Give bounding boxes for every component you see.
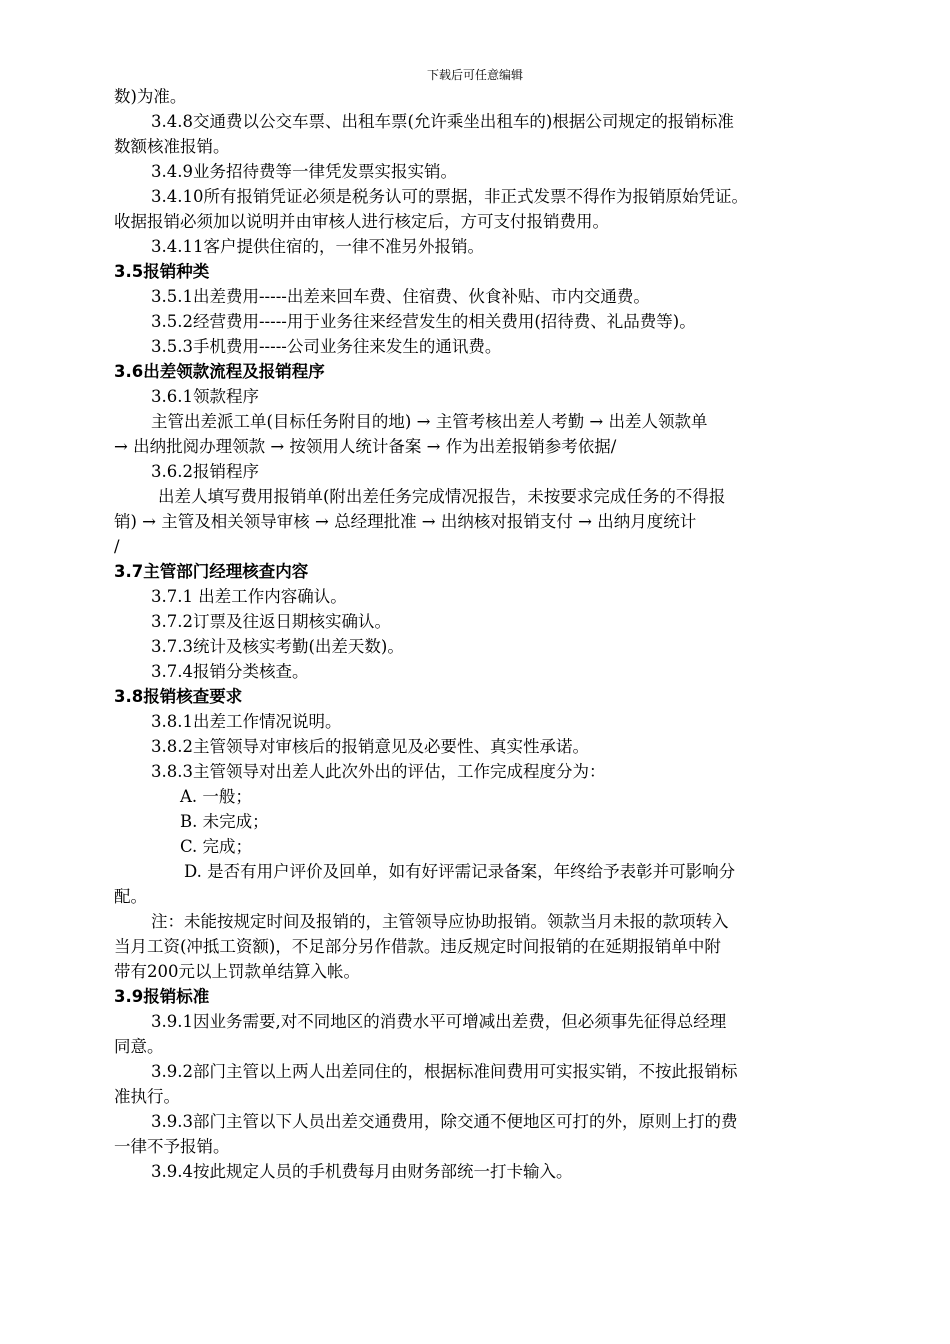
section-heading: 3.8报销核查要求 [114, 687, 243, 706]
text-line: 3.5.2经营费用-----用于业务往来经营发生的相关费用(招待费、礼品费等)。 [151, 312, 696, 331]
text-line: 3.6.1领款程序 [151, 387, 259, 406]
text-line: 收据报销必须加以说明并由审核人进行核定后，方可支付报销费用。 [114, 212, 609, 231]
text-line: 3.6.2报销程序 [151, 462, 259, 481]
text-line: 准执行。 [114, 1087, 180, 1106]
page-header: 下载后可任意编辑 [426, 68, 523, 82]
text-line: 3.4.11客户提供住宿的，一律不准另外报销。 [151, 237, 484, 256]
text-line: 3.7.2订票及往返日期核实确认。 [151, 612, 391, 631]
text-line: → 出纳批阅办理领款 → 按领用人统计备案 → 作为出差报销参考依据/ [114, 437, 617, 456]
text-line: 3.4.9业务招待费等一律凭发票实报实销。 [151, 162, 457, 181]
text-line: 配。 [114, 887, 147, 906]
text-line: 数)为准。 [114, 87, 187, 106]
text-line: 3.9.2部门主管以上两人出差同住的，根据标准间费用可实报实销，不按此报销标 [151, 1062, 738, 1081]
section-heading: 3.9报销标准 [114, 987, 210, 1006]
text-line: 3.8.1出差工作情况说明。 [151, 712, 342, 731]
text-line: 出差人填写费用报销单(附出差任务完成情况报告，未按要求完成任务的不得报 [158, 487, 726, 506]
text-line: 当月工资(冲抵工资额)，不足部分另作借款。违反规定时间报销的在延期报销单中附 [114, 937, 721, 956]
section-heading: 3.5报销种类 [114, 262, 210, 281]
text-line: 3.7.4报销分类核查。 [151, 662, 309, 681]
text-line: / [114, 537, 120, 556]
text-line: 3.8.2主管领导对审核后的报销意见及必要性、真实性承诺。 [151, 737, 589, 756]
text-line: A. 一般； [180, 787, 252, 806]
section-heading: 3.6出差领款流程及报销程序 [114, 362, 325, 381]
text-line: D. 是否有用户评价及回单，如有好评需记录备案，年终给予表彰并可影响分 [184, 862, 736, 881]
text-line: 3.9.4按此规定人员的手机费每月由财务部统一打卡输入。 [151, 1162, 573, 1181]
text-line: 销) → 主管及相关领导审核 → 总经理批准 → 出纳核对报销支付 → 出纳月度统计 [114, 512, 697, 531]
text-line: 主管出差派工单(目标任务附目的地) → 主管考核出差人考勤 → 出差人领款单 [151, 412, 708, 431]
text-line: 3.4.8交通费以公交车票、出租车票(允许乘坐出租车的)根据公司规定的报销标准 [151, 112, 734, 131]
text-line: 3.9.1因业务需要,对不同地区的消费水平可增减出差费，但必须事先征得总经理 [151, 1012, 727, 1031]
text-line: 3.7.1 出差工作内容确认。 [151, 587, 347, 606]
text-line: 数额核准报销。 [114, 137, 230, 156]
text-line: 3.5.3手机费用-----公司业务往来发生的通讯费。 [151, 337, 502, 356]
text-line: 同意。 [114, 1037, 164, 1056]
text-line: 3.7.3统计及核实考勤(出差天数)。 [151, 637, 404, 656]
section-heading: 3.7主管部门经理核查内容 [114, 562, 309, 581]
text-line: 3.8.3主管领导对出差人此次外出的评估，工作完成程度分为： [151, 762, 606, 781]
document-body [114, 84, 844, 1184]
text-line: 3.4.10所有报销凭证必须是税务认可的票据，非正式发票不得作为报销原始凭证。 [151, 187, 748, 206]
text-line: C. 完成； [180, 837, 253, 856]
text-line: B. 未完成； [180, 812, 269, 831]
text-line: 带有200元以上罚款单结算入帐。 [114, 962, 360, 981]
text-line: 注：未能按规定时间及报销的，主管领导应协助报销。领款当月未报的款项转入 [151, 912, 729, 931]
text-line: 3.9.3部门主管以下人员出差交通费用，除交通不便地区可打的外，原则上打的费 [151, 1112, 738, 1131]
text-line: 3.5.1出差费用-----出差来回车费、住宿费、伙食补贴、市内交通费。 [151, 287, 650, 306]
text-line: 一律不予报销。 [114, 1137, 230, 1156]
